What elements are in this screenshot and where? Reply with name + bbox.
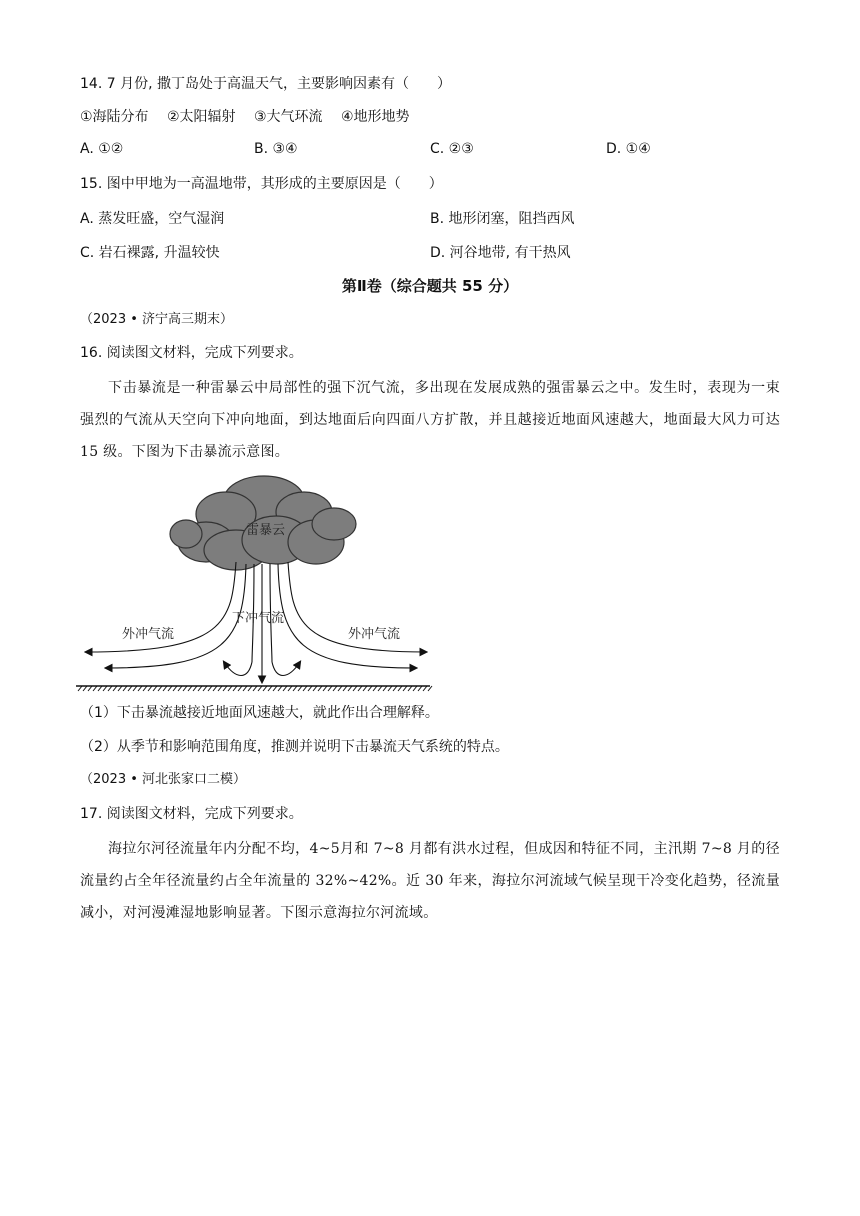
q16-source: （2023 • 济宁高三期末）	[80, 312, 234, 327]
q15-stem: 15. 图中甲地为一高温地带，其形成的主要原因是（ ）	[80, 176, 443, 192]
q15-option-b: B. 地形闭塞，阻挡西风	[430, 211, 575, 227]
ground-hatch	[76, 686, 432, 691]
q14-option-c: C. ②③	[430, 141, 474, 157]
q17-material: 海拉尔河径流量年内分配不均，4~5月和 7~8 月都有洪水过程，但成因和特征不同，主汛期 7~8 月的径流量约占全年径流量约占全年流量的 32%~42%。近 30 年来，海拉尔河流域气候呈现干冷变化趋势，径流量减小，对河漫滩湿地影响显著。下图示意海拉尔河流域。	[80, 841, 780, 921]
q15-option-c: C. 岩石裸露, 升温较快	[80, 245, 220, 261]
q14-option-d: D. ①④	[606, 141, 651, 157]
outflow-right-label: 外冲气流	[348, 627, 401, 642]
outflow-left-label: 外冲气流	[122, 627, 175, 642]
downdraft-label: 下冲气流	[232, 611, 285, 626]
q16-sub2: （2）从季节和影响范围角度，推测并说明下击暴流天气系统的特点。	[80, 739, 509, 755]
q16-sub1: （1）下击暴流越接近地面风速越大，就此作出合理解释。	[80, 705, 439, 721]
q16-stem: 16. 阅读图文材料，完成下列要求。	[80, 345, 303, 361]
q17-stem: 17. 阅读图文材料，完成下列要求。	[80, 806, 303, 822]
q14-stem: 14. 7 月份, 撒丁岛处于高温天气，主要影响因素有（ ）	[80, 76, 451, 92]
q16-material: 下击暴流是一种雷暴云中局部性的强下沉气流，多出现在发展成熟的强雷暴云之中。发生时，表现为一束强烈的气流从天空向下冲向地面，到达地面后向四面八方扩散，并且越接近地面风速越大，地面最大风力可达 15 级。下图为下击暴流示意图。	[80, 380, 780, 460]
q17-source: （2023 • 河北张家口二模）	[80, 772, 247, 787]
section-title: 第Ⅱ卷（综合题共 55 分）	[341, 277, 519, 295]
q14-option-a: A. ①②	[80, 141, 124, 157]
q14-option-b: B. ③④	[254, 141, 298, 157]
q15-option-a: A. 蒸发旺盛，空气湿润	[80, 211, 225, 227]
q14-factors: ①海陆分布 ②太阳辐射 ③大气环流 ④地形地势	[80, 109, 410, 125]
cloud-label: 雷暴云	[246, 523, 286, 538]
q15-option-d: D. 河谷地带, 有干热风	[430, 245, 571, 261]
downburst-diagram	[76, 472, 436, 692]
